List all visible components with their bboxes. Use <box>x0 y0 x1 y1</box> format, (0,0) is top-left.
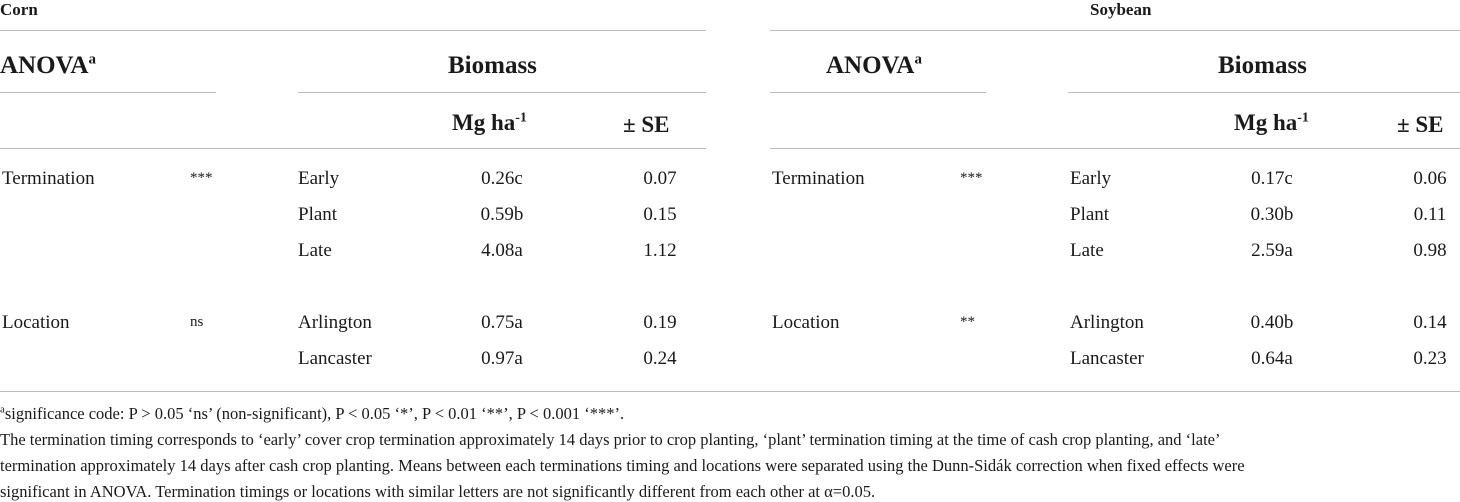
factor-cell: Termination <box>772 168 865 189</box>
level-cell: Lancaster <box>298 348 372 369</box>
soybean-anova-rule <box>770 92 986 93</box>
mean-cell: 4.08a <box>481 240 523 261</box>
soybean-title: Soybean <box>1090 0 1152 19</box>
table-bottom-rule <box>0 391 1460 392</box>
level-cell: Plant <box>298 204 338 225</box>
soybean-header-rule <box>770 148 1460 149</box>
se-cell: 0.24 <box>643 348 677 369</box>
corn-unit-header: Mg $ha^{-1}$ <box>452 110 527 135</box>
mean-cell: 0.59b <box>480 204 524 225</box>
soybean-biomass-header: Biomass <box>1218 52 1307 79</box>
soybean-unit-header: Mg $ha^{-1}$ <box>1234 110 1309 135</box>
se-cell: 0.07 <box>643 168 677 189</box>
footnote-significance: $^a$significance code: P > 0.05 ‘ns’ (non-significant), P < 0.05 ‘*’, P < 0.01 ‘**’, P < 0.001 ‘***’. <box>0 403 625 423</box>
se-cell: 0.15 <box>643 204 677 225</box>
corn-biomass-header: Biomass <box>448 52 537 79</box>
se-cell: 0.23 <box>1413 348 1447 369</box>
corn-anova-header: ANOVA$^a$ <box>0 51 96 79</box>
mean-cell: 0.97a <box>481 348 523 369</box>
se-cell: 0.11 <box>1413 204 1447 225</box>
corn-header-rule <box>0 148 706 149</box>
factor-cell: Location <box>772 312 840 333</box>
soybean-biomass-rule <box>1068 92 1460 93</box>
corn-biomass-rule <box>298 92 706 93</box>
level-cell: Lancaster <box>1070 348 1144 369</box>
soybean-se-header: ± SE <box>1397 112 1444 137</box>
se-cell: 0.14 <box>1413 312 1447 333</box>
corn-anova-rule <box>0 92 216 93</box>
level-cell: Plant <box>1070 204 1110 225</box>
soybean-top-rule <box>770 30 1460 31</box>
soybean-anova-header: ANOVA$^a$ <box>826 51 922 79</box>
se-cell: 0.06 <box>1413 168 1447 189</box>
corn-se-header: ± SE <box>623 112 670 137</box>
corn-title: Corn <box>0 0 38 19</box>
level-cell: Late <box>1070 240 1104 261</box>
factor-cell: Location <box>2 312 70 333</box>
footnote-line-1: The termination timing corresponds to ‘early’ cover crop termination approximately 14 days prior to crop planting, ‘plant’ termination timing at the time of cash crop planting, and ‘late’ <box>0 430 1221 449</box>
footnote-line-2: termination approximately 14 days after cash crop planting. Means between each terminations timing and locations were separated using the Dunn-Sidák correction when fixed effects were <box>0 456 1245 475</box>
significance-cell: *** <box>190 170 213 186</box>
level-cell: Late <box>298 240 332 261</box>
corn-top-rule <box>0 30 706 31</box>
level-cell: Arlington <box>1070 312 1144 333</box>
se-cell: 1.12 <box>643 240 677 261</box>
level-cell: Early <box>1070 168 1112 189</box>
mean-cell: 0.30b <box>1250 204 1294 225</box>
mean-cell: 0.75a <box>481 312 523 333</box>
significance-cell: ** <box>960 314 975 330</box>
footnote-line-3: significant in ANOVA. Termination timings or locations with similar letters are not significantly different from each other at α=0.05. <box>0 482 876 501</box>
se-cell: 0.19 <box>643 312 677 333</box>
se-cell: 0.98 <box>1413 240 1447 261</box>
mean-cell: 2.59a <box>1251 240 1293 261</box>
mean-cell: 0.40b <box>1250 312 1294 333</box>
mean-cell: 0.64a <box>1251 348 1293 369</box>
factor-cell: Termination <box>2 168 95 189</box>
mean-cell: 0.17c <box>1251 168 1293 189</box>
significance-cell: ns <box>190 314 204 330</box>
mean-cell: 0.26c <box>481 168 523 189</box>
level-cell: Arlington <box>298 312 372 333</box>
significance-cell: *** <box>960 170 983 186</box>
level-cell: Early <box>298 168 340 189</box>
